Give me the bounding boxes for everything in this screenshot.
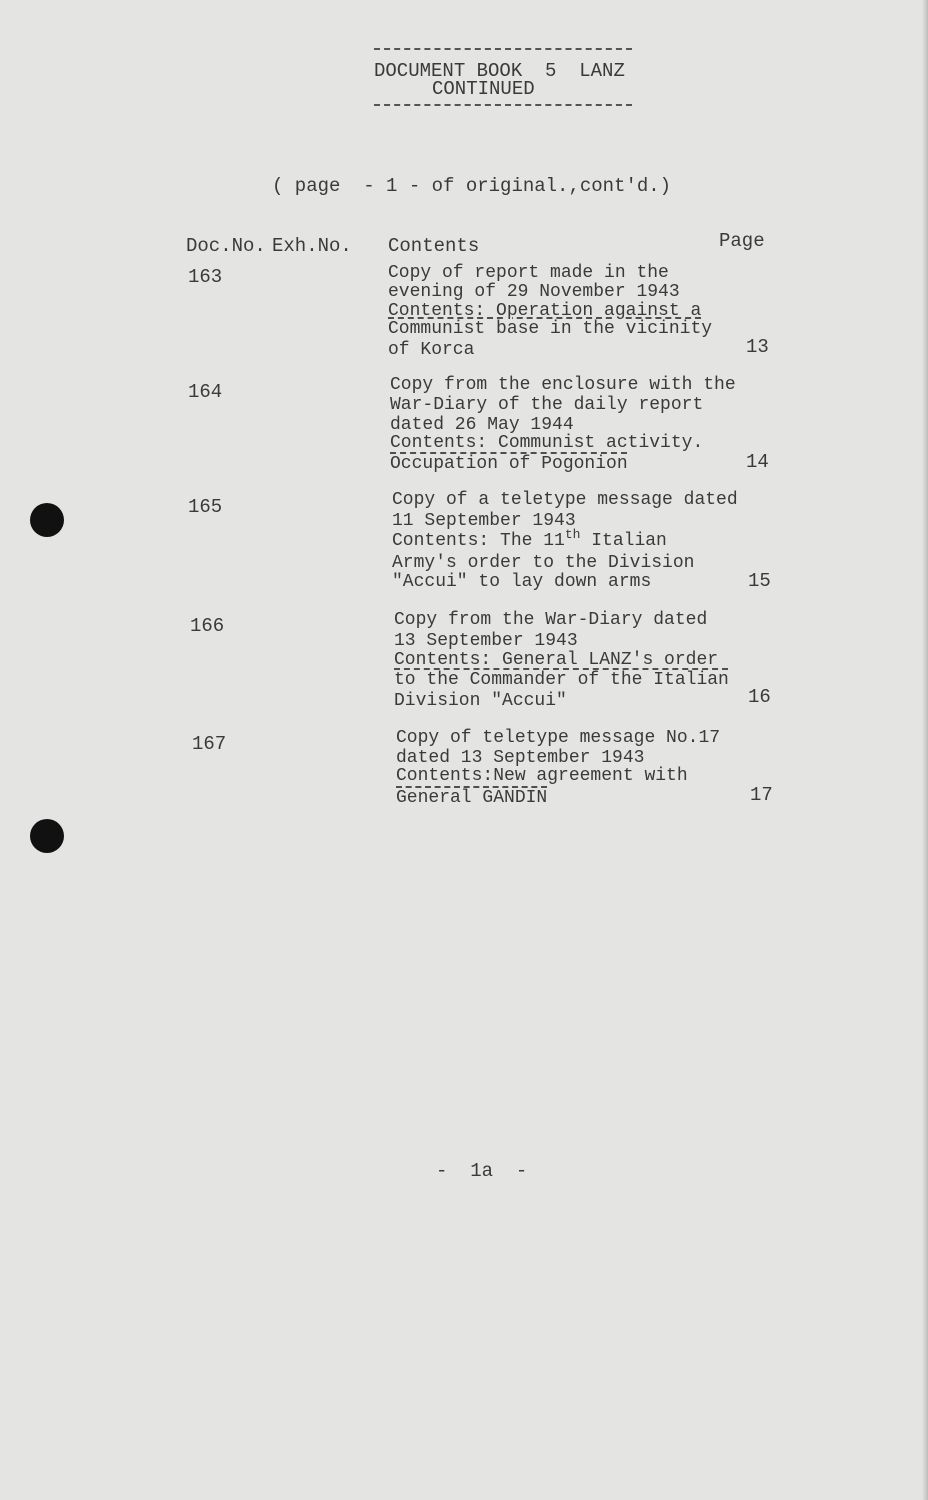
entry-page: 14 [746, 451, 769, 473]
page-number-footer: - 1a - [436, 1160, 528, 1182]
entry-doc-no: 167 [192, 733, 227, 755]
entry-line: Occupation of Pogonion [390, 454, 628, 474]
col-exh-no: Exh.No. [272, 235, 352, 257]
binder-hole-bottom [30, 819, 64, 853]
entry-line: War-Diary of the daily report [390, 395, 704, 415]
superscript: th [564, 527, 581, 542]
entry-line: evening of 29 November 1943 [388, 282, 680, 302]
entry-page: 17 [750, 784, 773, 806]
entry-line: Communist base in the vicinity [388, 319, 713, 339]
entry-line: dated 13 September 1943 [396, 748, 645, 768]
entry-line: dated 26 May 1944 [390, 415, 574, 435]
entry-line [392, 527, 667, 551]
entry-page: 15 [748, 570, 771, 592]
entry-line: Copy of a teletype message dated [392, 490, 738, 510]
entry-doc-no: 166 [190, 615, 225, 637]
header-rule-top [374, 48, 632, 50]
entry-line: "Accui" to lay down arms [392, 572, 652, 592]
entry-line: Copy from the enclosure with the [390, 375, 736, 395]
entry-line: Contents: General LANZ's order [394, 650, 719, 670]
entry-line: Contents:New agreement with [396, 766, 688, 786]
entry-doc-no: 165 [188, 496, 223, 518]
entry-line: Army's order to the Division [392, 553, 695, 573]
entry-line: Copy of report made in the [388, 263, 669, 283]
entry-page: 16 [748, 686, 771, 708]
entry-line: 11 September 1943 [392, 511, 576, 531]
entry-doc-no: 163 [188, 266, 223, 288]
entry-line: 13 September 1943 [394, 631, 578, 651]
entry-line: Copy of teletype message No.17 [396, 728, 721, 748]
header-title: DOCUMENT BOOK 5 LANZ [374, 60, 625, 82]
entry-page: 13 [746, 336, 769, 358]
entry-line: Contents: Communist activity. [390, 433, 704, 453]
header-rule-bottom [374, 104, 632, 106]
entry-line: Contents: Operation against a [388, 301, 702, 321]
paper-edge [922, 0, 928, 1500]
col-doc-no: Doc.No. [186, 235, 266, 257]
col-contents: Contents [388, 235, 480, 257]
entry-line: of Korca [388, 340, 475, 360]
binder-hole-top [30, 503, 64, 537]
entry-line: General GANDIN [396, 788, 548, 808]
entry-doc-no: 164 [188, 381, 223, 403]
header-subtitle: CONTINUED [432, 78, 535, 100]
page-reference: ( page - 1 - of original.,cont'd.) [272, 175, 672, 197]
col-page: Page [719, 230, 765, 252]
entry-line: Copy from the War-Diary dated [394, 610, 708, 630]
contents-label: Contents: The 11 [392, 531, 565, 551]
entry-line: Division "Accui" [394, 691, 567, 711]
entry-line: to the Commander of the Italian [394, 670, 729, 690]
line-rest: Italian [580, 531, 667, 551]
